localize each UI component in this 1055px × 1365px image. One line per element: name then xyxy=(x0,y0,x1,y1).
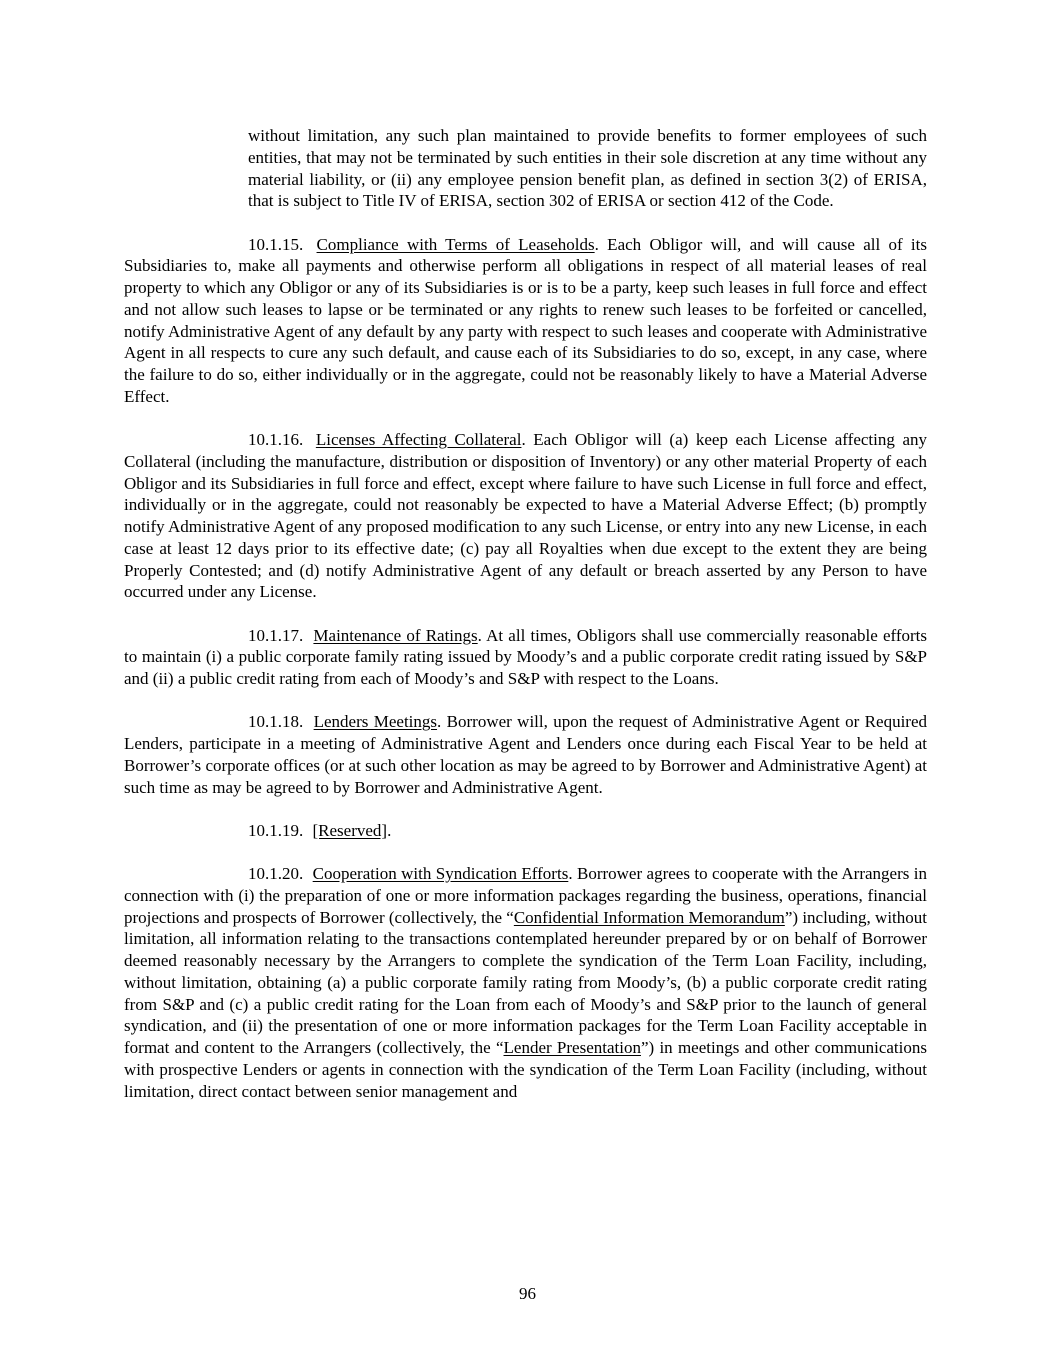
section-10-1-20 xyxy=(124,863,927,1102)
defined-term: Confidential Information Memorandum xyxy=(513,907,785,927)
section-text: . Borrower agrees to cooperate with the Arrangers in connection with (i) the preparation of one or more information packages regarding the business, operations, financial projections and prospects of Borrower (collectively, the “ xyxy=(124,864,928,927)
section-text: . xyxy=(387,820,392,840)
section-text: . Each Obligor will (a) keep each License affecting any Collateral (including the manufacture, distribution or disposition of Inventory) or any other material Property of each Obligor and its Subsidiaries in full force and effect, except where failure to have such License in full force and effect, individually or in the aggregate, could not reasonably be expected to have a Material Adverse Effect; (b) promptly notify Administrative Agent of any proposed modification to any such License, or entry into any new License, in each case at least 12 days prior to its effective date; (c) pay all Royalties when due except to the extent they are being Properly Contested; and (d) notify Administrative Agent of any default or breach asserted by any Person to have occurred under any License. xyxy=(124,430,927,602)
section-heading: Compliance with Terms of Leaseholds xyxy=(316,234,595,254)
section-heading: [Reserved] xyxy=(312,820,388,840)
section-10-1-17 xyxy=(124,625,927,690)
section-10-1-15 xyxy=(124,234,927,408)
section-text: . Borrower will, upon the request of Administrative Agent or Required Lenders, participate in a meeting of Administrative Agent and Lenders once during each Fiscal Year to be held at Borrower’s corporate offices (or at such other location as may be agreed to by Borrower and Administrative Agent) at such time as may be agreed to by Borrower and Administrative Agent. xyxy=(124,712,927,797)
section-heading: Cooperation with Syndication Efforts xyxy=(312,864,569,883)
defined-term: Lender Presentation xyxy=(503,1038,641,1057)
section-heading: Maintenance of Ratings xyxy=(313,625,478,645)
page-body xyxy=(124,125,927,1102)
section-number: 10.1.16. xyxy=(248,430,304,449)
section-number: 10.1.18. xyxy=(248,712,304,732)
section-number: 10.1.17. xyxy=(248,625,304,645)
section-10-1-18 xyxy=(124,711,927,798)
section-number: 10.1.19. xyxy=(248,820,304,840)
section-text: ”) including, without limitation, all information relating to the transactions contemplated hereunder prepared by or on behalf of Borrower deemed reasonably necessary by the Arrangers to complete the syndication of the Term Loan Facility, including, without limitation, obtaining (a) a public corporate family rating from Moody’s, (b) a public corporate credit rating from S&P and (c) a public credit rating for the Loan from each of Moody’s and S&P prior to the launch of general syndication, and (ii) the presentation of one or more information packages for the Term Loan Facility acceptable in format and content to the Arrangers (collectively, the “ xyxy=(124,907,927,1057)
section-text: . At all times, Obligors shall use commercially reasonable efforts to maintain (i) a public corporate family rating issued by Moody’s and a public corporate credit rating issued by S&P and (ii) a public credit rating from each of Moody’s and S&P with respect to the Loans. xyxy=(124,625,927,688)
section-number: 10.1.15. xyxy=(248,234,304,254)
section-heading: Lenders Meetings xyxy=(313,712,438,732)
page-number: 96 xyxy=(519,1284,536,1303)
section-text: . Each Obligor will, and will cause all of its Subsidiaries to, make all payments and otherwise perform all obligations in respect of all material leases of real property to which any Obligor or any of its Subsidiaries is or is to be a party, keep such leases in full force and effect and not allow such leases to lapse or be terminated or any rights to renew such leases to be forfeited or cancelled, notify Administrative Agent of any default by any party with respect to such leases and cooperate with Administrative Agent in all respects to cure any such default, and cause each of its Subsidiaries to do so, except, in any case, where the failure to do so, either individually or in the aggregate, could not be reasonably likely to have a Material Adverse Effect. xyxy=(124,234,927,406)
section-text: ”) in meetings and other communications with prospective Lenders or agents in connection with the syndication of the Term Loan Facility (including, without limitation, direct contact between senior management and xyxy=(124,1038,927,1101)
continuation-paragraph: without limitation, any such plan maintained to provide benefits to former employees of such entities, that may not be terminated by such entities in their sole discretion at any time without any material liability, or (ii) any employee pension benefit plan, as defined in section 3(2) of ERISA, that is subject to Title IV of ERISA, section 302 of ERISA or section 412 of the Code. xyxy=(248,126,927,211)
section-heading: Licenses Affecting Collateral xyxy=(315,430,522,449)
section-10-1-19 xyxy=(124,820,927,842)
section-number: 10.1.20. xyxy=(248,864,304,883)
section-10-1-16 xyxy=(124,429,927,603)
